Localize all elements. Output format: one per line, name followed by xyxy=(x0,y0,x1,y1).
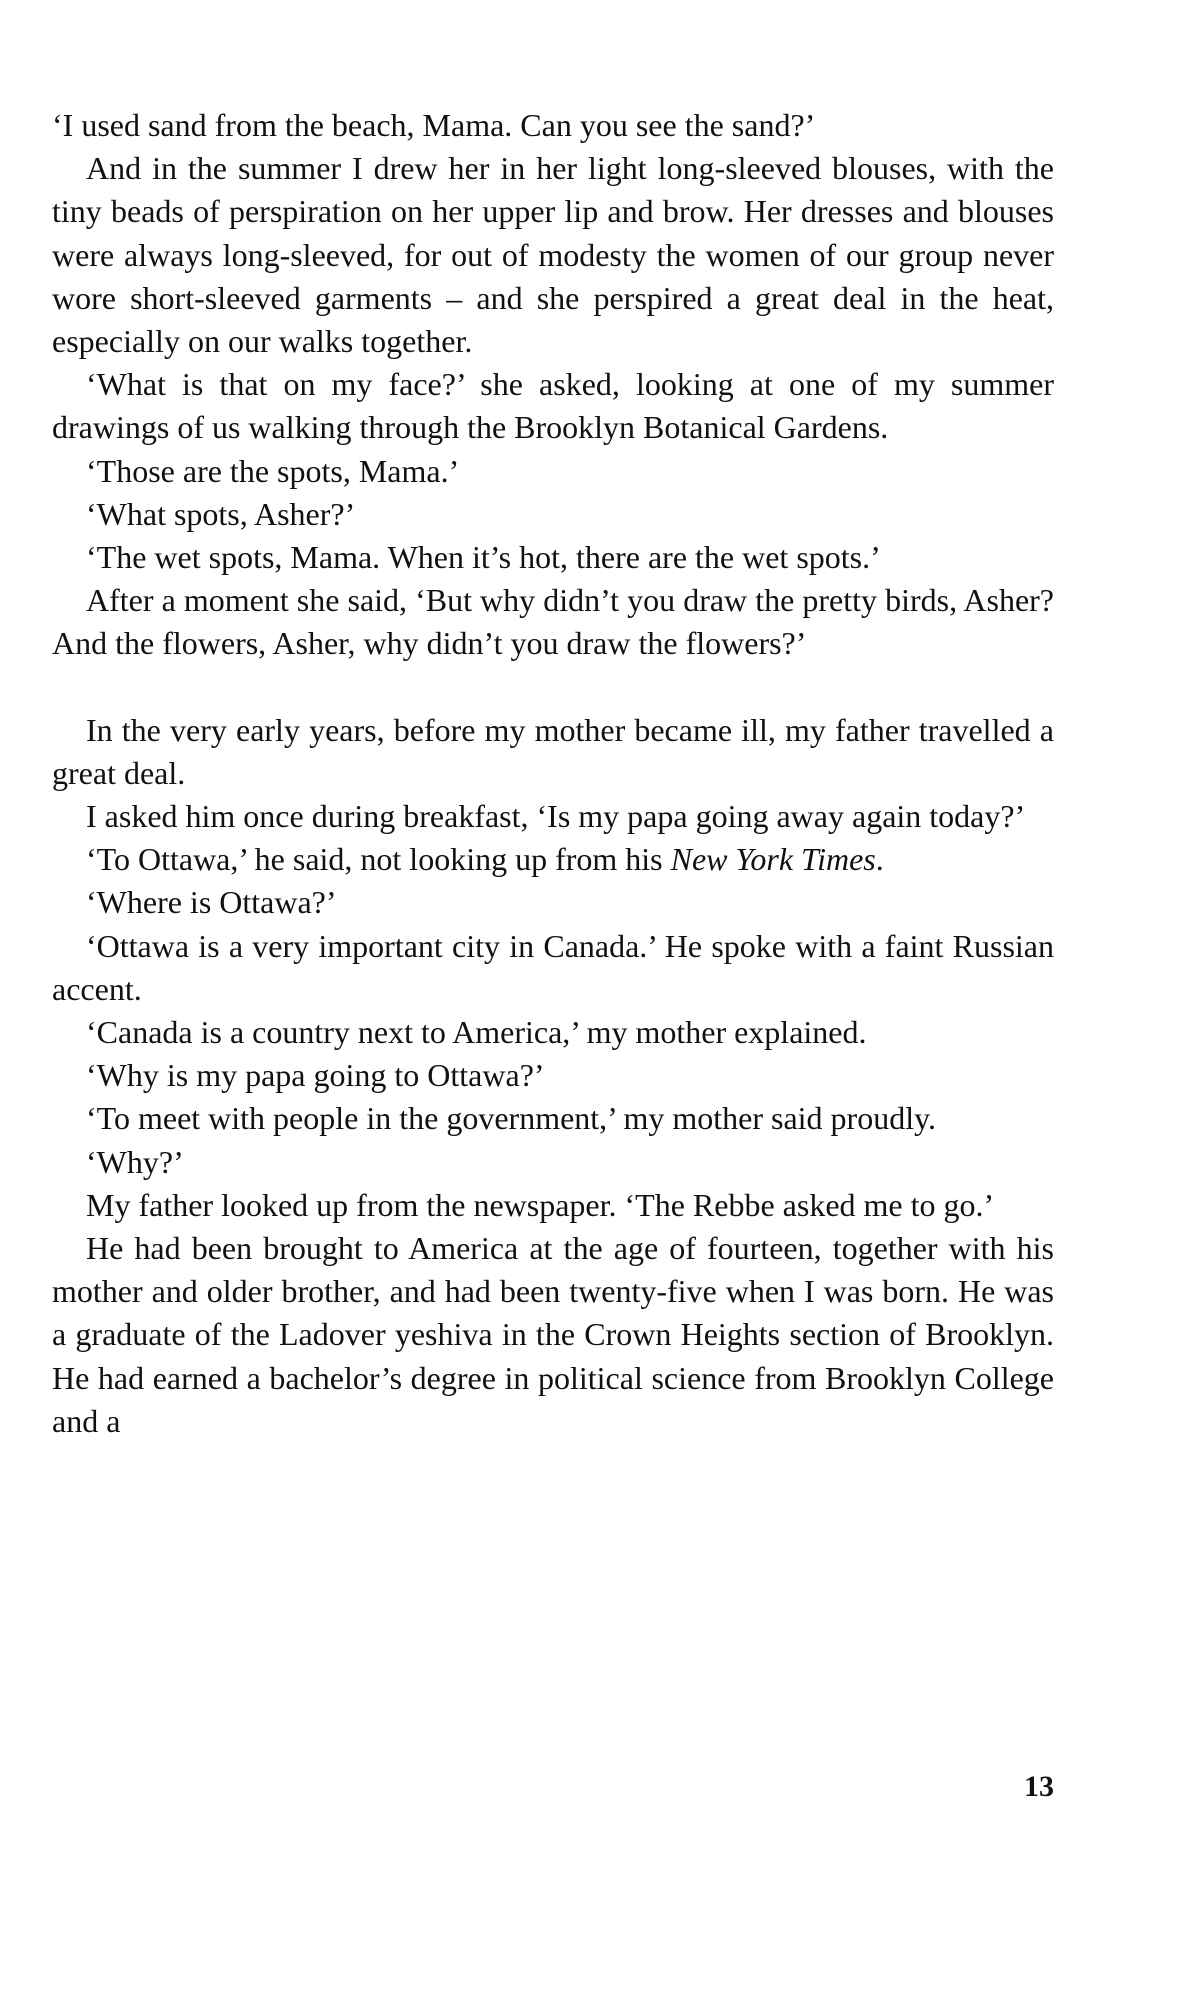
paragraph: ‘I used sand from the beach, Mama. Can you see the sand?’ xyxy=(52,107,816,143)
paragraph: ‘Why?’ xyxy=(86,1143,184,1180)
paragraph-ottawa xyxy=(52,838,1054,881)
page-number: 13 xyxy=(1024,1770,1054,1803)
paragraph: After a moment she said, ‘But why didn’t you draw the pretty birds, Asher? And the flowers, Asher, why didn’t you draw the flowers?’ xyxy=(52,582,1054,662)
paragraph: ‘Those are the spots, Mama.’ xyxy=(86,452,460,489)
section-break xyxy=(52,666,1054,709)
paragraph: ‘Ottawa is a very important city in Canada.’ He spoke with a faint Russian accent. xyxy=(52,927,1054,1007)
ottawa-text-after: . xyxy=(875,841,884,878)
paragraph: ‘Why is my papa going to Ottawa?’ xyxy=(86,1057,545,1094)
paragraph: In the very early years, before my mother became ill, my father travelled a great deal. xyxy=(52,711,1054,791)
paragraph: And in the summer I drew her in her light long-sleeved blouses, with the tiny beads of perspiration on her upper lip and brow. Her dresses and blouses were always long-sleeved, for out of modesty the women of our group never wore short-sleeved garments – and she perspired a great deal in the heat, especially on our walks together. xyxy=(52,150,1054,360)
paragraph: My father looked up from the newspaper. ‘The Rebbe asked me to go.’ xyxy=(86,1186,995,1223)
paragraph: ‘Where is Ottawa?’ xyxy=(86,884,337,921)
paragraph: ‘The wet spots, Mama. When it’s hot, there are the wet spots.’ xyxy=(86,539,881,576)
newspaper-title: New York Times xyxy=(670,841,876,878)
paragraph: ‘What spots, Asher?’ xyxy=(86,495,356,532)
body-text xyxy=(52,104,1054,1443)
paragraph: ‘Canada is a country next to America,’ my mother explained. xyxy=(86,1014,867,1051)
paragraph: ‘To meet with people in the government,’ my mother said proudly. xyxy=(86,1100,936,1137)
paragraph: I asked him once during breakfast, ‘Is my papa going away again today?’ xyxy=(86,798,1026,835)
paragraph: He had been brought to America at the age of fourteen, together with his mother and older brother, and had been twenty-five when I was born. He was a graduate of the Ladover yeshiva in the Crown Heights section of Brooklyn. He had earned a bachelor’s degree in political science from Brooklyn College and a xyxy=(52,1230,1054,1439)
paragraph: ‘What is that on my face?’ she asked, looking at one of my summer drawings of us walking through the Brooklyn Botanical Gardens. xyxy=(52,366,1054,446)
ottawa-text-before: ‘To Ottawa,’ he said, not looking up from his xyxy=(86,841,671,878)
